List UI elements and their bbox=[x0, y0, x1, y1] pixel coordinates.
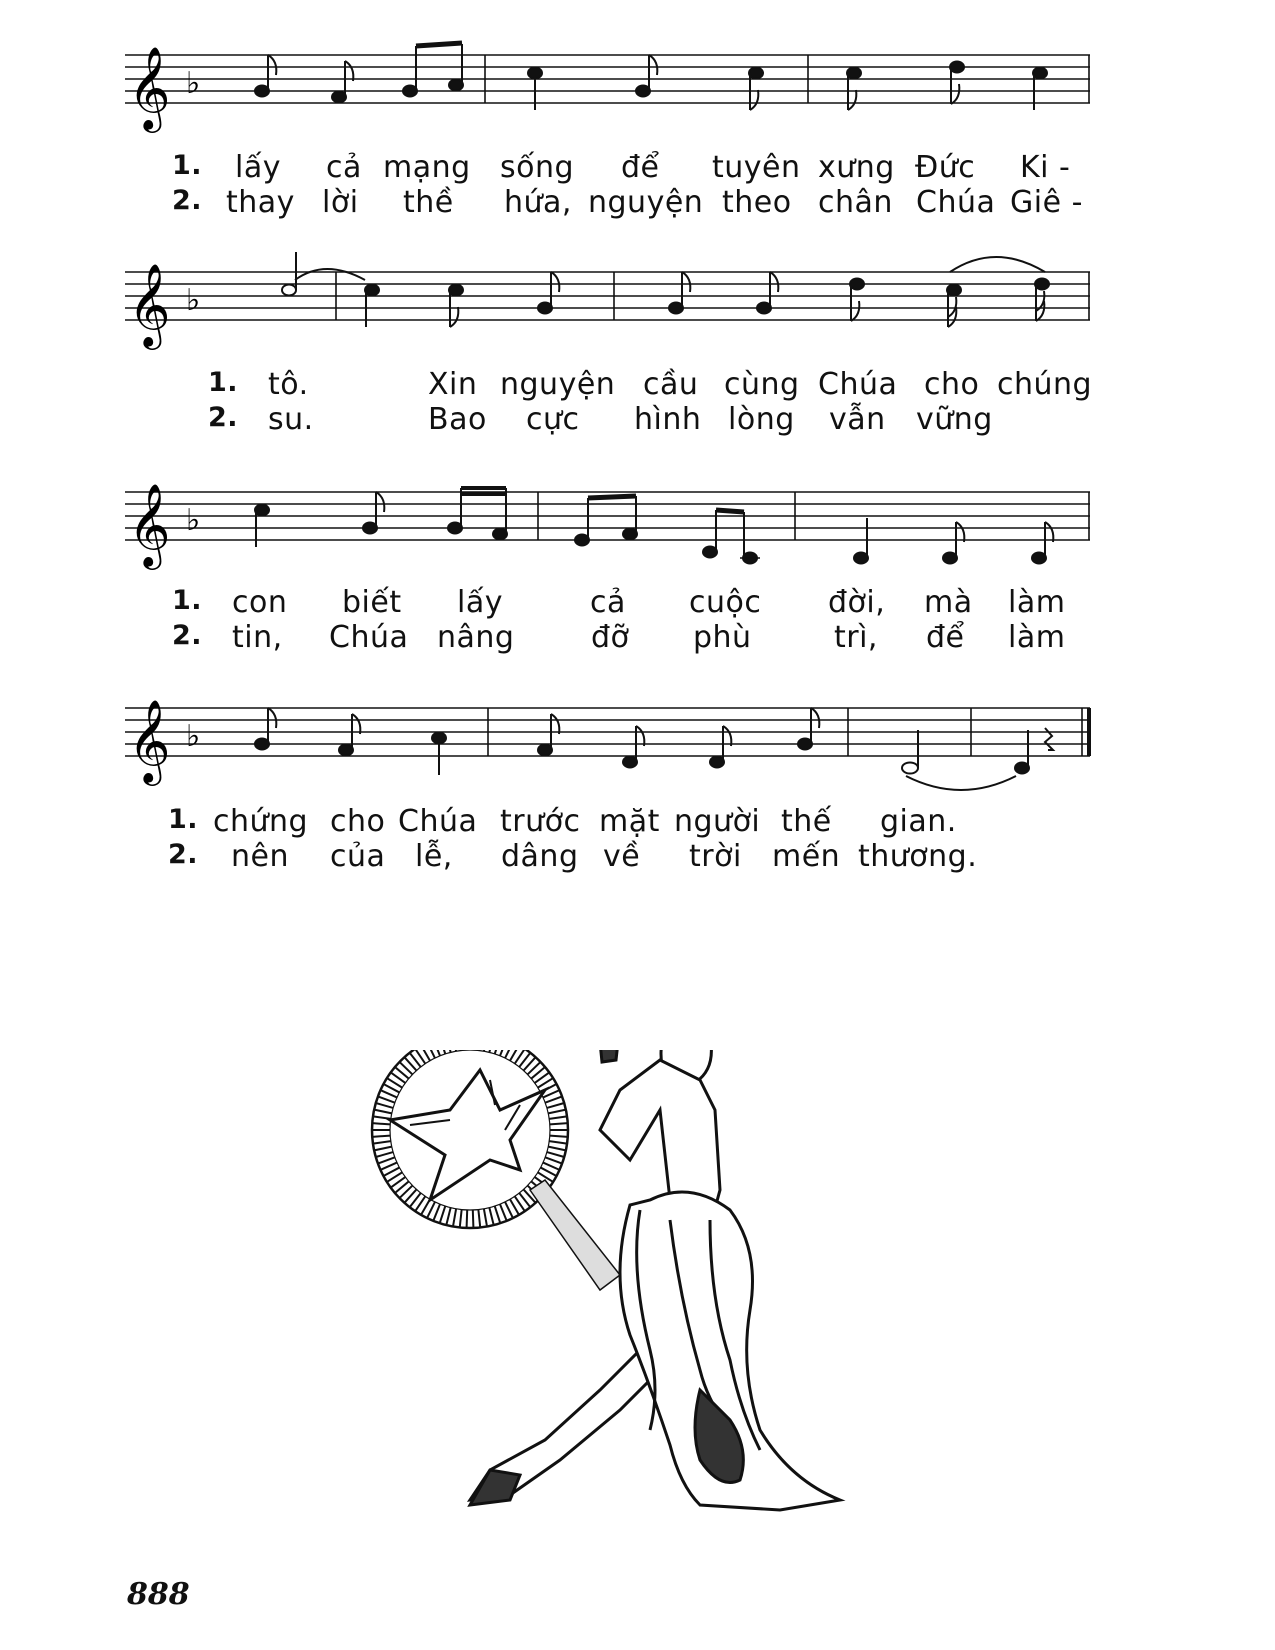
lyric-word: vững bbox=[916, 402, 993, 437]
halo-ray bbox=[374, 1147, 392, 1151]
lyric-word: đỡ bbox=[591, 620, 630, 655]
lyric-verse-2 bbox=[0, 839, 1275, 879]
lyric-word: Chúa bbox=[818, 367, 898, 402]
halo-ray bbox=[495, 1206, 501, 1223]
lyric-word: lấy bbox=[235, 150, 281, 185]
note bbox=[449, 80, 463, 91]
lyric-word: chúng bbox=[997, 367, 1093, 402]
note bbox=[448, 523, 462, 534]
lyric-word: lòng bbox=[728, 402, 795, 437]
note bbox=[493, 529, 507, 540]
lyric-word: lời bbox=[322, 185, 359, 220]
lyric-word: sống bbox=[500, 150, 575, 185]
lyric-word: nên bbox=[231, 839, 289, 874]
lyric-word: lễ, bbox=[415, 839, 453, 874]
lyric-word: làm bbox=[1008, 585, 1066, 620]
note bbox=[1035, 279, 1049, 290]
lyric-word: thề bbox=[403, 185, 454, 220]
lyric-word: tô. bbox=[268, 367, 309, 402]
note bbox=[282, 285, 296, 296]
verse-number: 2. bbox=[172, 185, 203, 216]
lyric-word: để bbox=[926, 620, 965, 655]
halo-ray bbox=[495, 1050, 501, 1054]
treble-clef-icon: 𝄞 bbox=[128, 45, 171, 129]
note bbox=[339, 745, 353, 756]
lyric-word: trước bbox=[500, 804, 581, 839]
note bbox=[255, 739, 269, 750]
tie bbox=[906, 776, 1016, 790]
note bbox=[749, 68, 763, 79]
halo-ray bbox=[380, 1163, 396, 1170]
note bbox=[403, 86, 417, 97]
flat-key-signature-icon: ♭ bbox=[186, 719, 201, 754]
halo-ray bbox=[547, 1152, 564, 1157]
note bbox=[255, 86, 269, 97]
lyric-word: Chúa bbox=[329, 620, 409, 655]
halo-ray bbox=[372, 1123, 390, 1124]
lyric-word: trì, bbox=[834, 620, 878, 655]
halo-ray bbox=[373, 1116, 391, 1119]
lyric-verse-1 bbox=[0, 367, 1275, 407]
verse-number: 1. bbox=[168, 804, 199, 835]
halo-ray bbox=[550, 1123, 568, 1124]
treble-clef-icon: 𝄞 bbox=[128, 262, 171, 346]
halo-ray bbox=[473, 1210, 474, 1228]
halo-ray bbox=[500, 1204, 507, 1221]
lyric-word: mà bbox=[924, 585, 973, 620]
halo-ray bbox=[545, 1157, 562, 1163]
note bbox=[575, 535, 589, 546]
lyric-word: lấy bbox=[457, 585, 503, 620]
music-system-2 bbox=[0, 230, 1275, 460]
note bbox=[943, 553, 957, 564]
halo-ray bbox=[478, 1210, 480, 1228]
lyric-word: của bbox=[330, 839, 386, 874]
note bbox=[623, 757, 637, 768]
halo-ray bbox=[460, 1210, 462, 1228]
lyric-verse-2 bbox=[0, 402, 1275, 442]
lyric-word: hứa, bbox=[504, 185, 572, 220]
slur bbox=[950, 257, 1045, 272]
note bbox=[538, 303, 552, 314]
lyric-word: Xin bbox=[428, 367, 478, 402]
lyric-word: gian. bbox=[880, 804, 957, 839]
lyric-word: thương. bbox=[858, 839, 978, 874]
lyric-verse-2 bbox=[0, 620, 1275, 660]
verse-number: 1. bbox=[172, 585, 203, 616]
lyric-word: đời, bbox=[828, 585, 886, 620]
flat-key-signature-icon: ♭ bbox=[186, 283, 201, 318]
lyric-word: Bao bbox=[428, 402, 487, 437]
lyric-word: Ki - bbox=[1020, 150, 1071, 185]
lyric-word: Chúa bbox=[398, 804, 478, 839]
note bbox=[850, 279, 864, 290]
verse-number: 2. bbox=[168, 839, 199, 870]
lyric-word: thế bbox=[781, 804, 832, 839]
lyric-word: cho bbox=[330, 804, 386, 839]
lyric-verse-1 bbox=[0, 804, 1275, 844]
note bbox=[623, 529, 637, 540]
halo-ray bbox=[433, 1204, 440, 1221]
lyric-word: biết bbox=[342, 585, 402, 620]
halo-ray bbox=[380, 1090, 396, 1097]
halo-ray bbox=[548, 1110, 566, 1114]
halo-ray bbox=[372, 1136, 390, 1137]
lyric-word: cho bbox=[924, 367, 980, 402]
halo-ray bbox=[453, 1209, 456, 1227]
music-system-1 bbox=[0, 0, 1275, 230]
halo-ray bbox=[376, 1103, 393, 1108]
halo-ray bbox=[446, 1208, 450, 1225]
halo-ray bbox=[378, 1096, 395, 1102]
staff-2 bbox=[0, 230, 1275, 360]
lyric-word: cùng bbox=[724, 367, 800, 402]
note bbox=[538, 745, 552, 756]
halo-ray bbox=[547, 1103, 564, 1108]
flat-key-signature-icon: ♭ bbox=[186, 66, 201, 101]
note bbox=[332, 92, 346, 103]
lyric-word: theo bbox=[722, 185, 792, 220]
note bbox=[1032, 553, 1046, 564]
halo-ray bbox=[376, 1152, 393, 1157]
verse-number: 1. bbox=[208, 367, 239, 398]
lyric-word: nâng bbox=[437, 620, 515, 655]
lyric-word: trời bbox=[689, 839, 742, 874]
lyric-word: mặt bbox=[599, 804, 660, 839]
note bbox=[1015, 763, 1029, 774]
lyric-word: hình bbox=[634, 402, 702, 437]
lyric-word: vẫn bbox=[829, 402, 886, 437]
verse-number: 2. bbox=[208, 402, 239, 433]
halo-ray bbox=[467, 1210, 468, 1228]
lyric-word: để bbox=[621, 150, 660, 185]
verse-number: 1. bbox=[172, 150, 203, 181]
halo-ray bbox=[543, 1163, 559, 1170]
staff-1 bbox=[0, 0, 1275, 140]
halo-ray bbox=[545, 1096, 562, 1102]
flat-key-signature-icon: ♭ bbox=[186, 503, 201, 538]
halo-ray bbox=[549, 1141, 567, 1144]
note bbox=[798, 739, 812, 750]
lyric-word: Chúa bbox=[916, 185, 996, 220]
tie bbox=[295, 269, 365, 280]
lyric-word: nguyện bbox=[588, 185, 704, 220]
music-system-4 bbox=[0, 690, 1275, 920]
lyric-word: làm bbox=[1008, 620, 1066, 655]
note bbox=[710, 757, 724, 768]
lyric-word: cuộc bbox=[689, 585, 762, 620]
kneeling-martyr-figure bbox=[620, 1192, 840, 1510]
verse-number: 2. bbox=[172, 620, 203, 651]
treble-clef-icon: 𝄞 bbox=[128, 482, 171, 566]
halo-ray bbox=[548, 1147, 566, 1151]
staff-4 bbox=[0, 690, 1275, 800]
halo-ray bbox=[374, 1110, 392, 1114]
lyric-word: cầu bbox=[643, 367, 699, 402]
note bbox=[365, 285, 379, 296]
lyric-word: chân bbox=[818, 185, 893, 220]
note bbox=[255, 505, 269, 516]
lyric-word: cả bbox=[590, 585, 626, 620]
martyrdom-illustration bbox=[370, 1050, 930, 1560]
lyric-word: mến bbox=[772, 839, 841, 874]
halo-ray bbox=[440, 1206, 446, 1223]
note bbox=[636, 86, 650, 97]
halo-ray bbox=[550, 1136, 568, 1137]
lyric-word: con bbox=[232, 585, 288, 620]
lyric-word: phù bbox=[693, 620, 752, 655]
lyric-word: mạng bbox=[383, 150, 471, 185]
lyric-word: cực bbox=[526, 402, 580, 437]
lyric-word: về bbox=[603, 839, 641, 874]
note bbox=[669, 303, 683, 314]
lyric-word: Giê - bbox=[1010, 185, 1083, 220]
halo-ray bbox=[440, 1050, 446, 1054]
halo-ray bbox=[549, 1116, 567, 1119]
halo-ray bbox=[484, 1209, 487, 1227]
note bbox=[757, 303, 771, 314]
lyric-word: nguyện bbox=[500, 367, 616, 402]
note bbox=[703, 547, 717, 558]
note bbox=[363, 523, 377, 534]
lyric-word: dâng bbox=[501, 839, 579, 874]
page-number: 888 bbox=[127, 1577, 190, 1612]
note bbox=[449, 285, 463, 296]
treble-clef-icon: 𝄞 bbox=[128, 698, 171, 782]
dove-icon bbox=[390, 1070, 545, 1200]
music-system-3 bbox=[0, 460, 1275, 690]
note bbox=[947, 285, 961, 296]
lyric-word: chứng bbox=[213, 804, 309, 839]
lyric-word: su. bbox=[268, 402, 314, 437]
lyric-word: cả bbox=[326, 150, 362, 185]
lyric-word: xưng bbox=[818, 150, 895, 185]
lyric-verse-1 bbox=[0, 585, 1275, 625]
note bbox=[950, 62, 964, 73]
lyric-word: Đức bbox=[915, 150, 976, 185]
lyric-word: tin, bbox=[232, 620, 283, 655]
lyric-verse-2 bbox=[0, 185, 1275, 225]
lyric-verse-1 bbox=[0, 150, 1275, 190]
halo-ray bbox=[489, 1208, 493, 1225]
lyric-word: thay bbox=[226, 185, 295, 220]
note bbox=[1033, 68, 1047, 79]
halo-ray bbox=[378, 1157, 395, 1163]
halo-ray bbox=[373, 1141, 391, 1144]
note bbox=[902, 763, 918, 774]
lyric-word: tuyên bbox=[712, 150, 801, 185]
note bbox=[854, 553, 868, 564]
note bbox=[847, 68, 861, 79]
staff-3 bbox=[0, 460, 1275, 580]
lyric-word: người bbox=[674, 804, 761, 839]
